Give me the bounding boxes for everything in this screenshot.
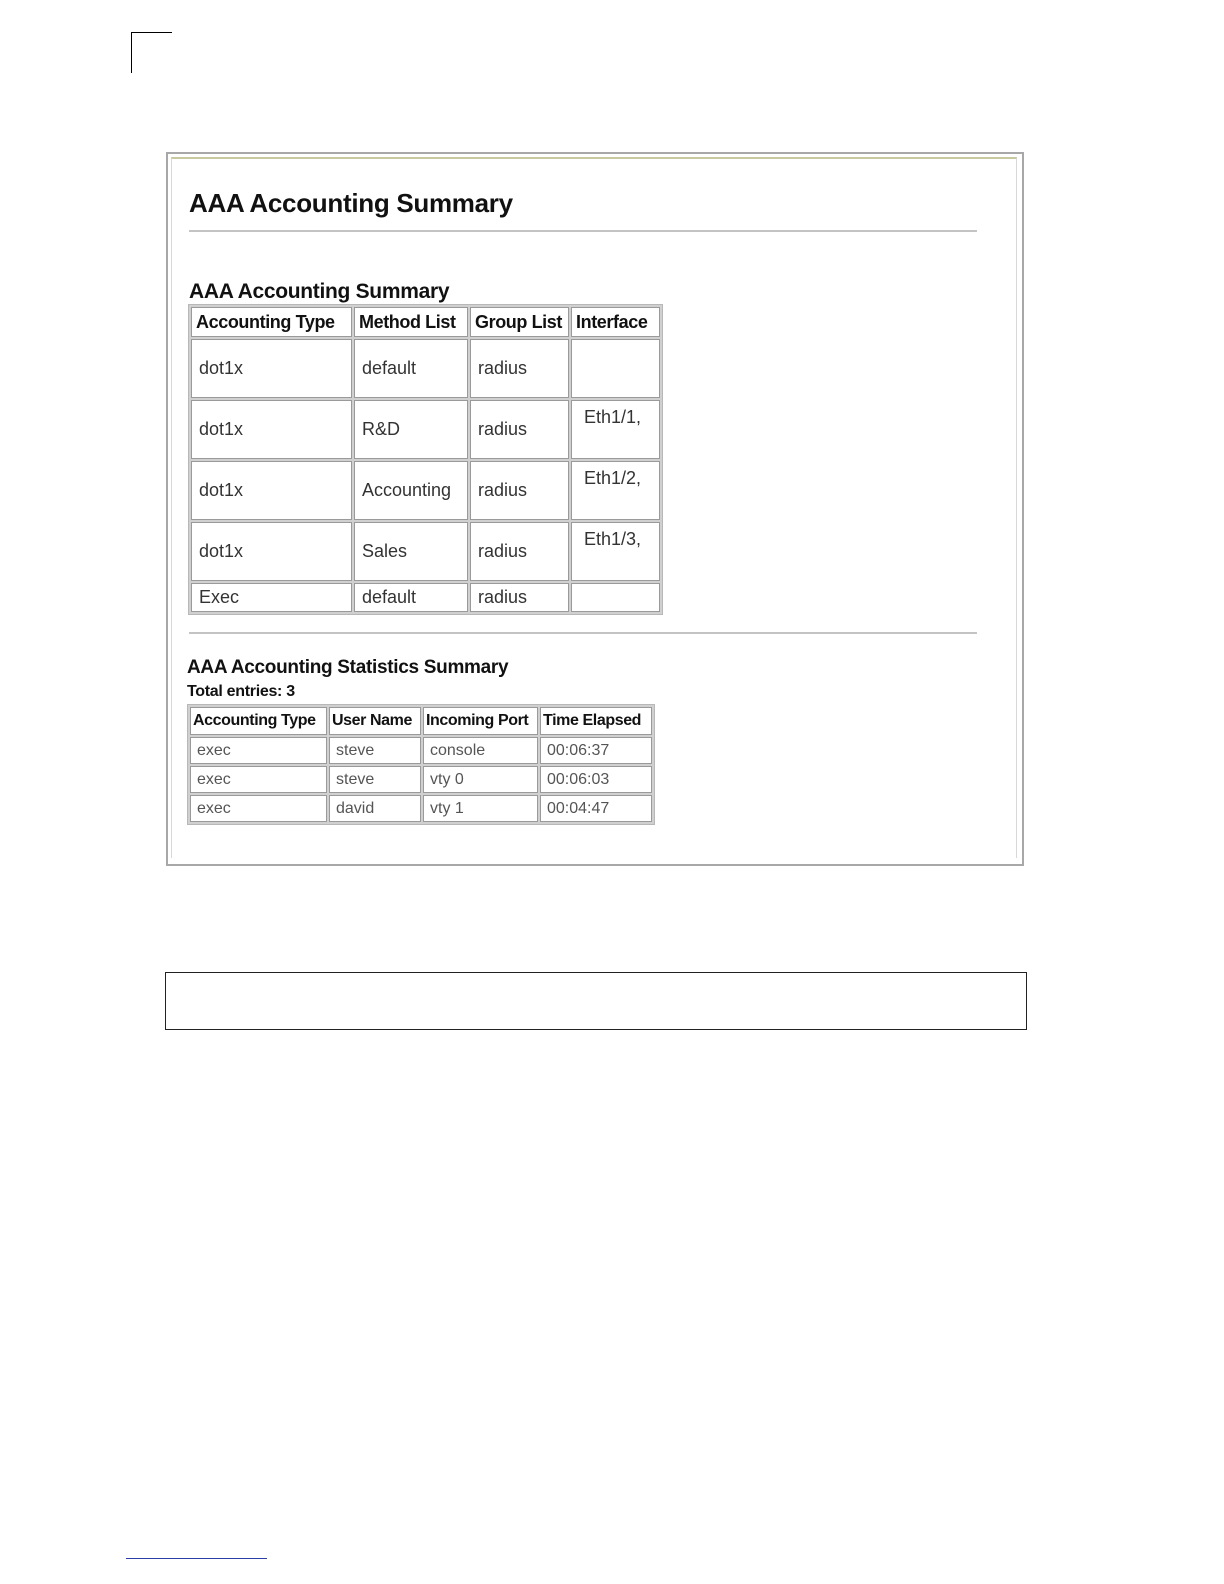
cell-interface xyxy=(571,339,660,398)
table-row xyxy=(191,400,660,459)
accounting-statistics-table xyxy=(187,704,655,825)
table-header-row xyxy=(190,707,652,735)
cell-accounting-type: dot1x xyxy=(191,400,352,459)
table-row xyxy=(190,795,652,822)
column-header-user-name: User Name xyxy=(329,707,421,735)
caption-box xyxy=(165,972,1027,1030)
column-header-method-list: Method List xyxy=(354,307,468,337)
cell-interface: Eth1/2, xyxy=(571,461,660,520)
screenshot-panel xyxy=(166,152,1024,866)
statistics-section-title: AAA Accounting Statistics Summary xyxy=(187,657,509,678)
table-header-row xyxy=(191,307,660,337)
cell-group-list: radius xyxy=(470,522,569,581)
cell-interface: Eth1/3, xyxy=(571,522,660,581)
page-title: AAA Accounting Summary xyxy=(189,188,513,218)
cell-accounting-type: dot1x xyxy=(191,461,352,520)
cell-accounting-type: exec xyxy=(190,766,327,793)
table-row xyxy=(191,583,660,612)
cell-interface xyxy=(571,583,660,612)
total-entries-label: Total entries: 3 xyxy=(187,683,295,700)
cell-method-list: Sales xyxy=(354,522,468,581)
cell-accounting-type: exec xyxy=(190,795,327,822)
accounting-summary-table xyxy=(188,304,663,615)
cell-time-elapsed: 00:04:47 xyxy=(540,795,652,822)
crop-mark-vertical xyxy=(131,32,132,73)
cell-method-list: R&D xyxy=(354,400,468,459)
cell-group-list: radius xyxy=(470,461,569,520)
footer-rule xyxy=(126,1558,267,1559)
cell-incoming-port: vty 0 xyxy=(423,766,538,793)
summary-section-title: AAA Accounting Summary xyxy=(189,280,450,303)
cell-user-name: steve xyxy=(329,766,421,793)
cell-time-elapsed: 00:06:37 xyxy=(540,737,652,764)
cell-interface: Eth1/1, xyxy=(571,400,660,459)
column-header-accounting-type: Accounting Type xyxy=(191,307,352,337)
cell-user-name: steve xyxy=(329,737,421,764)
table-row xyxy=(190,766,652,793)
cell-incoming-port: vty 1 xyxy=(423,795,538,822)
title-divider xyxy=(189,230,977,232)
column-header-group-list: Group List xyxy=(470,307,569,337)
cell-method-list: default xyxy=(354,339,468,398)
cell-user-name: david xyxy=(329,795,421,822)
cell-accounting-type: dot1x xyxy=(191,339,352,398)
cell-accounting-type: dot1x xyxy=(191,522,352,581)
table-row xyxy=(190,737,652,764)
cell-time-elapsed: 00:06:03 xyxy=(540,766,652,793)
table-row xyxy=(191,339,660,398)
crop-mark-horizontal xyxy=(131,32,172,33)
column-header-time-elapsed: Time Elapsed xyxy=(540,707,652,735)
table-row xyxy=(191,461,660,520)
table-row xyxy=(191,522,660,581)
cell-group-list: radius xyxy=(470,583,569,612)
cell-incoming-port: console xyxy=(423,737,538,764)
cell-accounting-type: exec xyxy=(190,737,327,764)
column-header-interface: Interface xyxy=(571,307,660,337)
cell-group-list: radius xyxy=(470,339,569,398)
cell-method-list: Accounting xyxy=(354,461,468,520)
cell-method-list: default xyxy=(354,583,468,612)
column-header-incoming-port: Incoming Port xyxy=(423,707,538,735)
cell-accounting-type: Exec xyxy=(191,583,352,612)
cell-group-list: radius xyxy=(470,400,569,459)
column-header-accounting-type: Accounting Type xyxy=(190,707,327,735)
section-divider xyxy=(189,632,977,634)
